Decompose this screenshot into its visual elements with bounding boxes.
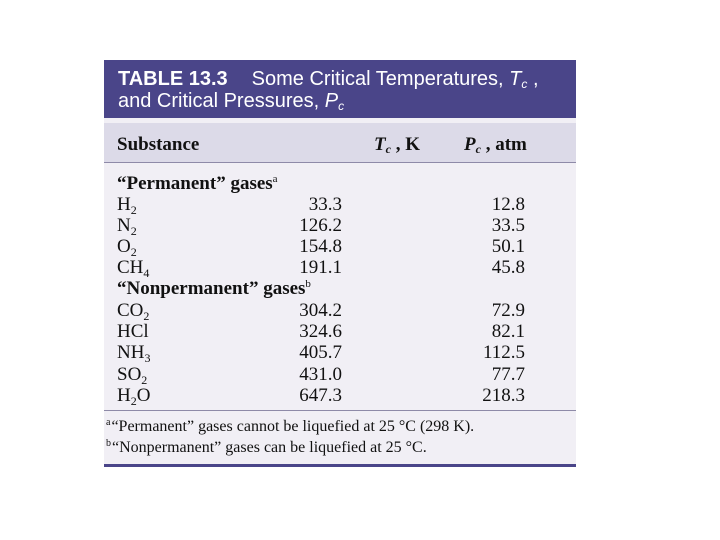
group-row-permanent [104,173,576,194]
footnote-a [106,417,474,436]
critical-properties-table [104,60,576,467]
pc-symbol: P [464,134,476,155]
group-label-text: “Permanent” gases [117,173,273,194]
formula-sub: 2 [141,373,148,387]
tc-value: 431.0 [299,364,342,385]
tc-value: 191.1 [299,257,342,278]
tc-sub: c [385,142,391,156]
tc-symbol: T [374,134,386,155]
pc-value: 82.1 [491,321,525,342]
pc-value: 45.8 [491,257,525,278]
table-row [104,215,576,236]
tc-value: 324.6 [299,321,342,342]
formula-base: H [117,194,131,215]
substance-name [117,385,150,409]
title-text-1: Some Critical Temperatures, [251,68,510,90]
group-label-nonpermanent [117,278,311,300]
table-row [104,236,576,257]
footnote-text: “Nonpermanent” gases can be liquefied at 25 °C. [112,439,427,456]
group-label-permanent [117,173,278,195]
table-row [104,194,576,215]
footnote-mark: b [305,278,311,290]
pc-value: 12.8 [491,194,525,215]
tc-value: 154.8 [299,236,342,257]
table-row [104,385,576,406]
table-row [104,321,576,342]
pc-unit: , atm [480,134,527,155]
tc-value: 304.2 [299,300,342,321]
table-header [104,60,576,118]
formula-base: HCl [117,321,149,342]
table-row [104,300,576,321]
title-pc-symbol: P [324,90,339,112]
pc-value: 50.1 [491,236,525,257]
column-header-pc [464,134,527,157]
formula-sub: 4 [143,266,150,280]
pc-value: 112.5 [482,342,525,363]
table-footnotes [104,410,576,467]
footnote-mark: b [106,438,111,449]
title-pc-sub: c [338,99,345,113]
tc-value: 647.3 [299,385,342,406]
title-text-2: , [527,68,539,90]
formula-sub: 2 [130,224,137,238]
footnote-mark: a [106,417,111,428]
pc-value: 33.5 [491,215,525,236]
formula-base: N [117,215,131,236]
table-row [104,342,576,363]
footnote-text: “Permanent” gases cannot be liquefied at 25 °C (298 K). [111,418,475,435]
column-header-substance: Substance [117,134,200,155]
table-row [104,364,576,385]
substance-name [117,342,150,366]
formula-base: SO [117,364,142,385]
formula-base: O [117,236,131,257]
table-row [104,257,576,278]
title-tc-symbol: T [509,68,522,90]
table-title-line-2 [118,90,344,118]
title-text-3: and Critical Pressures, [118,90,325,112]
formula-base: CO [117,300,144,321]
title-tc-sub: c [521,77,528,91]
tc-unit: , K [390,134,420,155]
tc-value: 126.2 [299,215,342,236]
formula-sub: 3 [144,351,151,365]
formula-base: CH [117,257,144,278]
column-header-tc [374,134,420,157]
formula-sub: 2 [143,309,150,323]
group-label-text: “Nonpermanent” gases [117,278,306,299]
formula-sub: 2 [130,245,137,259]
footnote-b [106,438,427,457]
pc-value: 77.7 [491,364,525,385]
formula-base: H [117,385,131,406]
table-number: TABLE 13.3 [118,68,228,90]
formula-sub: 2 [130,203,137,217]
formula-base: NH [117,342,145,363]
tc-value: 33.3 [308,194,342,215]
pc-value: 218.3 [482,385,525,406]
footnote-mark: a [272,173,278,185]
formula-tail: O [136,385,151,406]
tc-value: 405.7 [299,342,342,363]
pc-value: 72.9 [491,300,525,321]
group-row-nonpermanent [104,278,576,299]
pc-sub: c [475,142,481,156]
formula-sub: 2 [130,394,137,408]
